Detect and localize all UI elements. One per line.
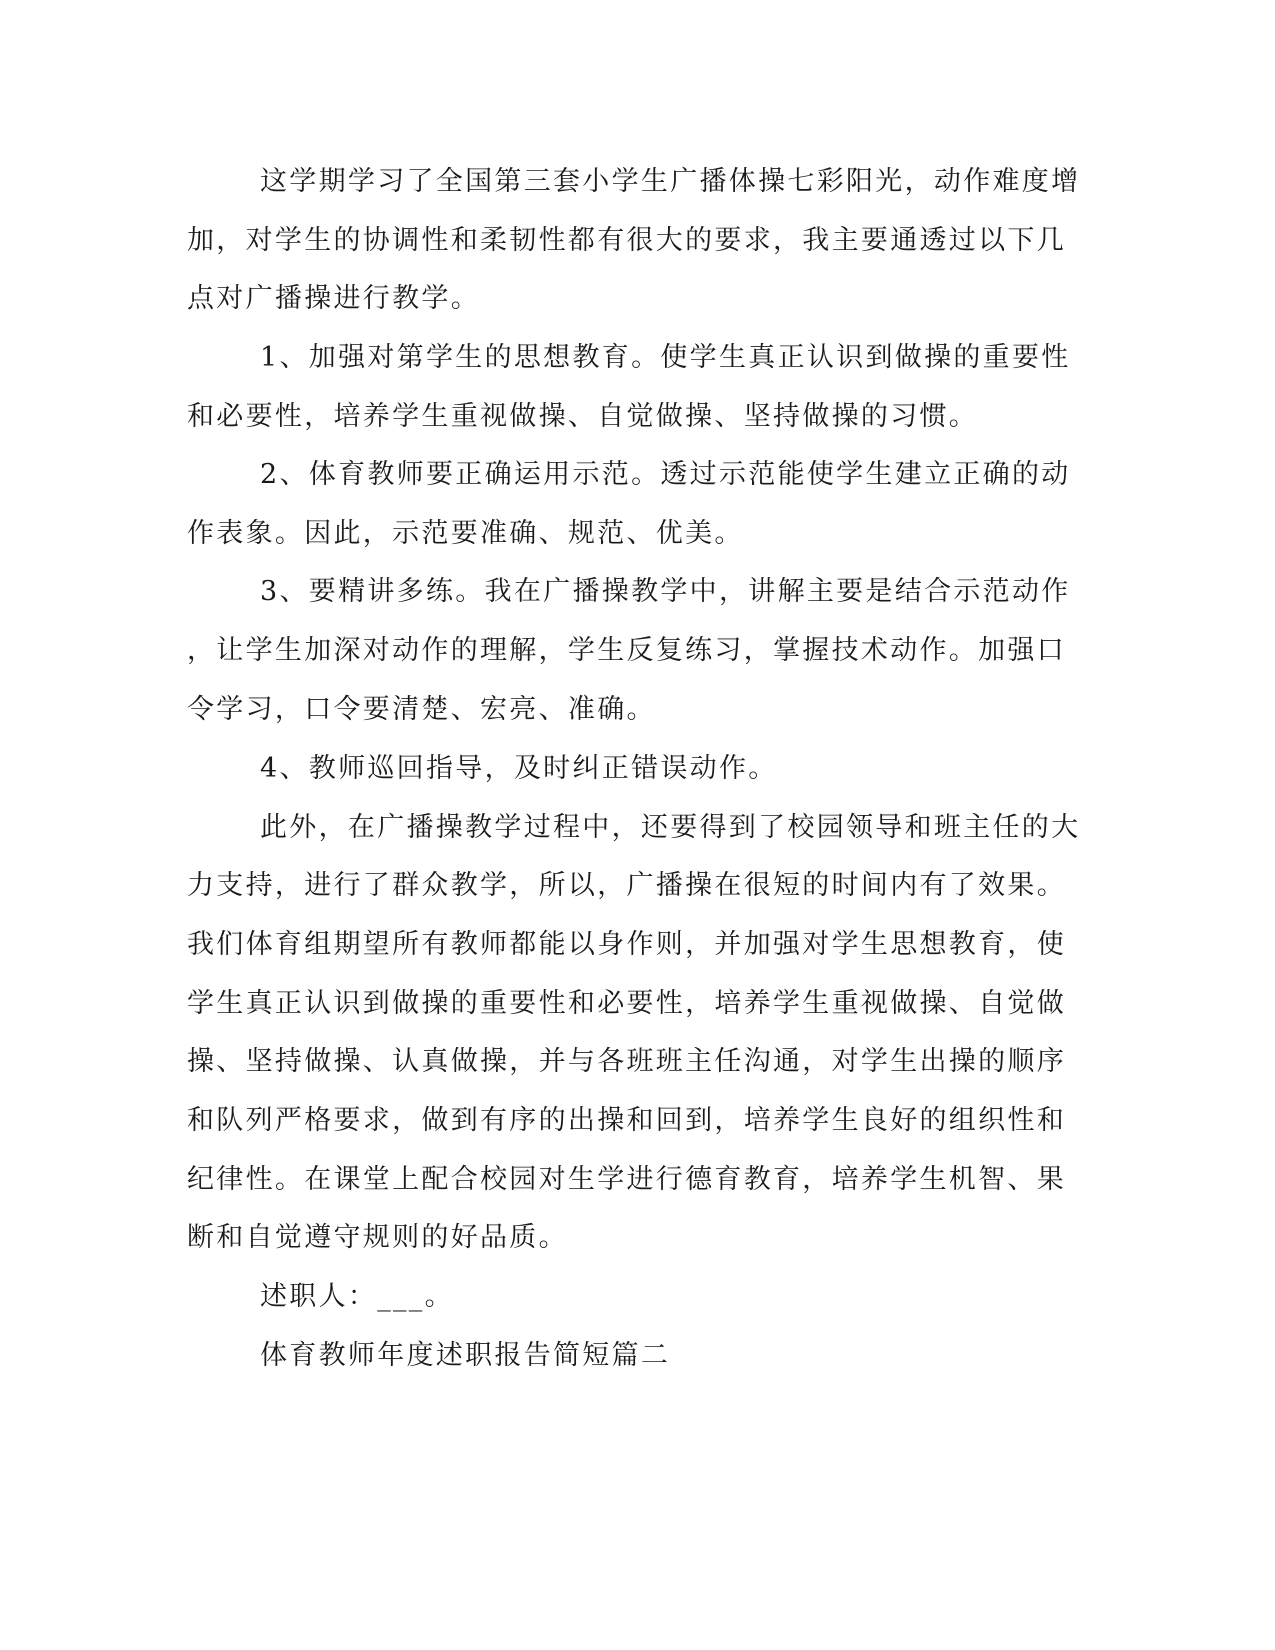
paragraph-2-line-4: 学生真正认识到做操的重要性和必要性，培养学生重视做操、自觉做 [187, 988, 1066, 1019]
list-item-4-line-1: 4、教师巡回指导，及时纠正错误动作。 [260, 753, 778, 784]
paragraph-2-line-2: 力支持，进行了群众教学，所以，广播操在很短的时间内有了效果。 [187, 870, 1066, 901]
list-item-1-line-1: 1、加强对第学生的思想教育。使学生真正认识到做操的重要性 [260, 342, 1071, 373]
list-item-2-line-2: 作表象。因此，示范要准确、规范、优美。 [187, 518, 744, 549]
list-item-3-line-2: ，让学生加深对动作的理解，学生反复练习，掌握技术动作。加强口 [187, 635, 1066, 666]
paragraph-2-line-1: 此外，在广播操教学过程中，还要得到了校园领导和班主任的大 [260, 812, 1081, 843]
paragraph-1-line-3: 点对广播操进行教学。 [187, 283, 480, 314]
list-item-1-line-2: 和必要性，培养学生重视做操、自觉做操、坚持做操的习惯。 [187, 401, 979, 432]
paragraph-2-line-7: 纪律性。在课堂上配合校园对生学进行德育教育，培养学生机智、果 [187, 1164, 1066, 1195]
paragraph-1-line-1: 这学期学习了全国第三套小学生广播体操七彩阳光，动作难度增 [260, 166, 1081, 197]
list-item-2-line-1: 2、体育教师要正确运用示范。透过示范能使学生建立正确的动 [260, 459, 1071, 490]
paragraph-1-line-2: 加，对学生的协调性和柔韧性都有很大的要求，我主要通透过以下几 [187, 225, 1066, 256]
signature-line: 述职人：___。 [260, 1281, 454, 1312]
paragraph-2-line-6: 和队列严格要求，做到有序的出操和回到，培养学生良好的组织性和 [187, 1105, 1066, 1136]
paragraph-2-line-8: 断和自觉遵守规则的好品质。 [187, 1222, 568, 1253]
list-item-3-line-3: 令学习，口令要清楚、宏亮、准确。 [187, 694, 656, 725]
next-section-heading: 体育教师年度述职报告简短篇二 [260, 1340, 671, 1371]
paragraph-2-line-3: 我们体育组期望所有教师都能以身作则，并加强对学生思想教育，使 [187, 929, 1066, 960]
paragraph-2-line-5: 操、坚持做操、认真做操，并与各班班主任沟通，对学生出操的顺序 [187, 1046, 1066, 1077]
list-item-3-line-1: 3、要精讲多练。我在广播操教学中，讲解主要是结合示范动作 [260, 576, 1071, 607]
